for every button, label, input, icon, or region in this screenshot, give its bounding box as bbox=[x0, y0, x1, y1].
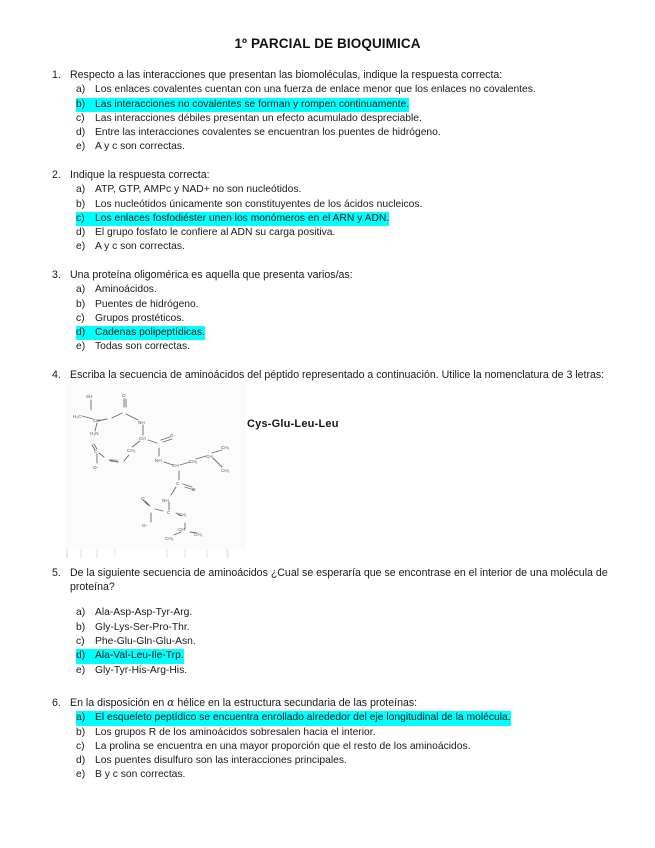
svg-text:O-: O- bbox=[142, 523, 148, 528]
option-1c-letter: c) bbox=[76, 112, 85, 124]
option-6c[interactable] bbox=[52, 740, 632, 754]
question-2-number: 2. bbox=[52, 169, 61, 181]
option-2e-text: A y c son correctas. bbox=[95, 241, 185, 253]
option-1b-letter: b) bbox=[76, 98, 95, 112]
question-5-number: 5. bbox=[52, 567, 61, 579]
question-3 bbox=[52, 268, 632, 355]
svg-text:CH: CH bbox=[139, 436, 146, 441]
svg-text:NH: NH bbox=[138, 420, 145, 425]
alpha-symbol: α bbox=[167, 696, 175, 709]
option-2e[interactable] bbox=[52, 240, 632, 254]
svg-text:O-: O- bbox=[93, 465, 99, 470]
option-1e[interactable] bbox=[52, 140, 632, 154]
option-6c-text: La prolina se encuentra en una mayor proporción que el resto de los aminoácidos. bbox=[95, 740, 471, 752]
question-2 bbox=[52, 168, 632, 255]
option-1e-text: A y c son correctas. bbox=[95, 141, 185, 153]
question-5-text: De la siguiente secuencia de aminoácidos ¿Cual se esperaría que se encontrase en el interior de una molécula de proteína? bbox=[70, 567, 608, 594]
option-5c[interactable] bbox=[52, 635, 632, 649]
option-5c-text: Phe-Glu-Gln-Glu-Asn. bbox=[95, 636, 196, 647]
question-1-number: 1. bbox=[52, 69, 61, 81]
question-5-prompt bbox=[52, 566, 632, 594]
option-1d-text: Entre las interacciones covalentes se encuentran los puentes de hidrógeno. bbox=[95, 127, 441, 139]
option-5b-letter: b) bbox=[76, 621, 86, 633]
option-1a-text: Los enlaces covalentes cuentan con una fuerza de enlace menor que los enlaces no covalentes. bbox=[95, 84, 536, 96]
question-6-text-after: hélice en la estructura secundaria de las proteínas: bbox=[174, 697, 418, 709]
question-1-text: Respecto a las interacciones que presentan las biomoléculas, indique la respuesta correcta: bbox=[70, 69, 503, 81]
question-6-text bbox=[70, 696, 632, 710]
option-6d[interactable] bbox=[52, 754, 632, 768]
option-2d-text: El grupo fosfato le confiere al ADN su carga positiva. bbox=[95, 227, 336, 239]
svg-text:O: O bbox=[192, 487, 196, 492]
option-1c[interactable] bbox=[52, 112, 632, 126]
option-6e[interactable] bbox=[52, 768, 632, 782]
option-2a-text: ATP, GTP, AMPc y NAD+ no son nucleótidos. bbox=[95, 184, 302, 196]
option-3a-text: Aminoácidos. bbox=[95, 284, 157, 296]
svg-text:CH₃: CH₃ bbox=[221, 468, 230, 473]
question-2-text: Indique la respuesta correcta: bbox=[70, 169, 210, 181]
option-3c[interactable] bbox=[52, 312, 632, 326]
option-5d-letter: d) bbox=[76, 649, 95, 663]
svg-text:CH₂: CH₂ bbox=[110, 458, 119, 463]
svg-text:CH₂: CH₂ bbox=[189, 459, 198, 464]
svg-text:H₂C: H₂C bbox=[73, 414, 82, 419]
peptide-structure-svg bbox=[66, 383, 246, 549]
option-3d-letter: d) bbox=[76, 326, 95, 340]
svg-text:O: O bbox=[170, 433, 174, 438]
svg-text:CH: CH bbox=[206, 454, 213, 459]
option-3b-letter: b) bbox=[76, 298, 86, 310]
svg-text:C: C bbox=[167, 510, 171, 515]
question-1-prompt bbox=[52, 68, 632, 82]
option-3d[interactable] bbox=[52, 326, 632, 340]
option-3d-text: Cadenas polipeptídicas. bbox=[95, 326, 205, 340]
option-3c-text: Grupos prostéticos. bbox=[95, 312, 185, 324]
svg-text:SH: SH bbox=[86, 394, 93, 399]
option-1c-text: Las interacciones débiles presentan un efecto acumulado despreciable. bbox=[95, 112, 422, 124]
question-1-options bbox=[52, 83, 632, 154]
option-5b[interactable] bbox=[52, 621, 632, 635]
option-6e-text: B y c son correctas. bbox=[95, 769, 186, 781]
option-1d-letter: d) bbox=[76, 127, 86, 139]
option-1e-letter: e) bbox=[76, 141, 86, 153]
option-2b[interactable] bbox=[52, 198, 632, 212]
option-3e-text: Todas son correctas. bbox=[95, 341, 191, 353]
question-4 bbox=[52, 368, 632, 382]
svg-text:O: O bbox=[122, 393, 126, 398]
option-6d-text: Los puentes disulfuro son las interacciones principales. bbox=[95, 755, 347, 767]
option-2d-letter: d) bbox=[76, 227, 86, 239]
question-2-options bbox=[52, 183, 632, 254]
option-5a-letter: a) bbox=[76, 607, 86, 619]
svg-text:CH₃: CH₃ bbox=[165, 536, 174, 541]
question-2-prompt bbox=[52, 168, 632, 182]
option-2a[interactable] bbox=[52, 183, 632, 197]
question-3-prompt bbox=[52, 268, 632, 282]
option-2c-text: Los enlaces fosfodiéster unen los monómeros en el ARN y ADN. bbox=[95, 212, 389, 226]
option-2e-letter: e) bbox=[76, 241, 86, 253]
option-6a-letter: a) bbox=[76, 711, 95, 725]
option-2c-letter: c) bbox=[76, 212, 95, 226]
question-1 bbox=[52, 68, 632, 155]
svg-text:CH₃: CH₃ bbox=[221, 445, 230, 450]
option-2c[interactable] bbox=[52, 212, 632, 226]
option-1b-text: Las interacciones no covalentes se forman y rompen continuamente. bbox=[95, 98, 409, 112]
svg-text:CH₂: CH₂ bbox=[178, 512, 187, 517]
option-5d[interactable] bbox=[52, 649, 632, 663]
question-6-number: 6. bbox=[52, 697, 61, 709]
option-1a[interactable] bbox=[52, 83, 632, 97]
svg-text:CH: CH bbox=[93, 418, 100, 423]
option-2b-letter: b) bbox=[76, 198, 86, 210]
option-3e-letter: e) bbox=[76, 341, 86, 353]
option-5b-text: Gly-Lys-Ser-Pro-Thr. bbox=[95, 621, 190, 633]
svg-text:NH: NH bbox=[162, 498, 169, 503]
svg-text:CH₂: CH₂ bbox=[127, 448, 136, 453]
question-3-options bbox=[52, 283, 632, 354]
svg-text:CH: CH bbox=[172, 463, 179, 468]
option-5a-text: Ala-Asp-Asp-Tyr-Arg. bbox=[95, 607, 193, 619]
svg-text:H₃N: H₃N bbox=[90, 431, 99, 436]
option-6b-letter: b) bbox=[76, 726, 86, 738]
question-6-options bbox=[52, 711, 632, 782]
option-5e[interactable] bbox=[52, 664, 632, 678]
option-1a-letter: a) bbox=[76, 84, 86, 96]
option-5c-letter: c) bbox=[76, 636, 85, 647]
peptide-sequence-answer: Cys-Glu-Leu-Leu bbox=[247, 418, 339, 430]
svg-text:C: C bbox=[94, 449, 98, 454]
question-4-text: Escriba la secuencia de aminoácidos del péptido representado a continuación. Utilice la nomenclatura de 3 letras: bbox=[70, 369, 605, 381]
option-5d-text: Ala-Val-Leu-Ile-Trp. bbox=[95, 649, 184, 663]
question-6 bbox=[52, 696, 632, 783]
svg-text:O: O bbox=[141, 496, 145, 501]
question-3-number: 3. bbox=[52, 269, 61, 281]
question-3-text: Una proteína oligomérica es aquella que presenta varios/as: bbox=[70, 269, 353, 281]
svg-text:CH: CH bbox=[178, 527, 185, 532]
option-2b-text: Los nucleótidos únicamente son constituyentes de los ácidos nucleicos. bbox=[95, 198, 423, 210]
option-6a-text: El esqueleto peptídico se encuentra enrollado alrededor del eje longitudinal de la molécula. bbox=[95, 711, 511, 725]
option-6d-letter: d) bbox=[76, 755, 86, 767]
option-2a-letter: a) bbox=[76, 184, 86, 196]
option-2d[interactable] bbox=[52, 226, 632, 240]
option-3c-letter: c) bbox=[76, 312, 85, 324]
option-5e-text: Gly-Tyr-His-Arg-His. bbox=[95, 664, 188, 676]
option-6e-letter: e) bbox=[76, 769, 86, 781]
option-6b[interactable] bbox=[52, 726, 632, 740]
scan-artifact bbox=[66, 549, 246, 558]
option-5a[interactable] bbox=[52, 606, 632, 620]
question-4-number: 4. bbox=[52, 369, 61, 381]
option-1b[interactable] bbox=[52, 98, 632, 112]
option-3b[interactable] bbox=[52, 298, 632, 312]
option-3b-text: Puentes de hidrógeno. bbox=[95, 298, 199, 310]
peptide-structure-figure bbox=[66, 383, 246, 549]
question-5 bbox=[52, 566, 632, 678]
page-title: 1º PARCIAL DE BIOQUIMICA bbox=[234, 36, 421, 51]
option-1d[interactable] bbox=[52, 126, 632, 140]
option-3a-letter: a) bbox=[76, 284, 86, 296]
option-5e-letter: e) bbox=[76, 664, 86, 676]
option-3e[interactable] bbox=[52, 340, 632, 354]
option-6c-letter: c) bbox=[76, 740, 85, 752]
svg-text:CH₃: CH₃ bbox=[194, 532, 203, 537]
svg-text:NH: NH bbox=[155, 458, 162, 463]
option-6a[interactable] bbox=[52, 711, 632, 725]
question-6-prompt bbox=[52, 696, 632, 710]
option-6b-text: Los grupos R de los aminoácidos sobresalen hacia el interior. bbox=[95, 726, 376, 738]
question-5-options bbox=[52, 606, 632, 677]
svg-text:C: C bbox=[176, 481, 180, 486]
option-3a[interactable] bbox=[52, 283, 632, 297]
question-6-text-before: En la disposición en bbox=[70, 697, 168, 709]
question-4-prompt bbox=[52, 368, 632, 382]
